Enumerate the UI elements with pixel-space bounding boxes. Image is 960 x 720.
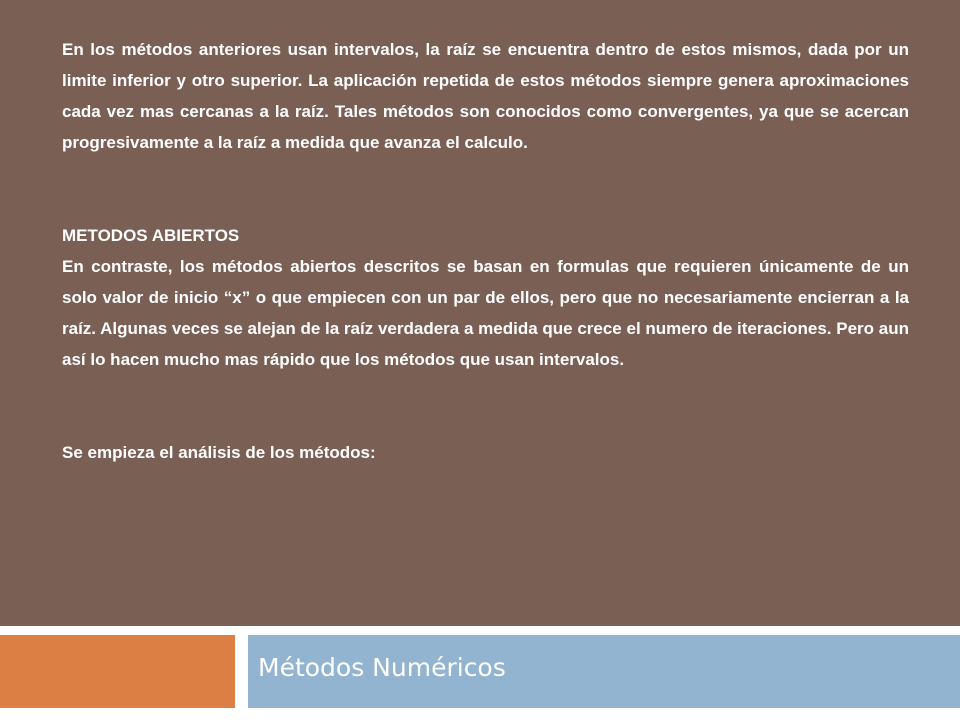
section-heading: METODOS ABIERTOS <box>62 226 240 245</box>
footer-block <box>248 635 960 708</box>
footer-bar <box>0 635 960 720</box>
closing-line: Se empieza el análisis de los métodos: <box>62 443 376 462</box>
paragraph-spacer <box>62 158 909 220</box>
accent-block <box>0 635 235 708</box>
paragraph-spacer <box>62 375 909 437</box>
slide-body <box>62 34 909 468</box>
intro-paragraph: En los métodos anteriores usan intervalos, la raíz se encuentra dentro de estos mismos, dada por un limite inferior y otro superior. La aplicación repetida de estos métodos siempre genera aproximaciones cada vez mas cercanas a la raíz. Tales métodos son conocidos como convergentes, ya que se acercan progresivamente a la raíz a medida que avanza el calculo. <box>62 40 909 152</box>
open-methods-paragraph: En contraste, los métodos abiertos descritos se basan en formulas que requieren únicamente de un solo valor de inicio “x” o que empiecen con un par de ellos, pero que no necesariamente encierran a la raíz. Algunas veces se alejan de la raíz verdadera a medida que crece el numero de iteraciones. Pero aun así lo hacen mucho mas rápido que los métodos que usan intervalos. <box>62 257 909 369</box>
footer-title: Métodos Numéricos <box>258 653 506 682</box>
